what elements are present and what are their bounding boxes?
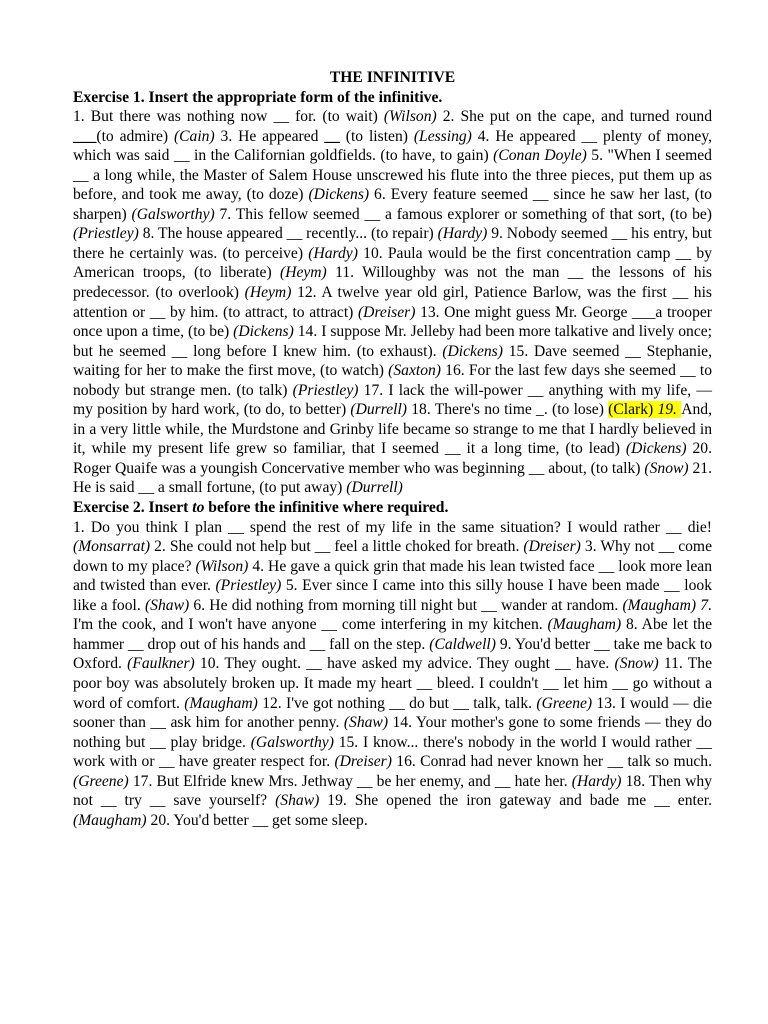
author-citation: (Priestley): [215, 577, 282, 595]
text-run: 1. But there was nothing now __ for. (to wait): [73, 108, 384, 126]
author-citation: (Shaw): [343, 714, 389, 732]
text-run: 17. But Elfride knew Mrs. Jethway __ be her enemy, and __ hate her.: [128, 772, 572, 790]
text-run: 12. I've got nothing __ do but __ talk, talk.: [257, 694, 537, 712]
author-citation: (Galsworthy): [250, 733, 334, 751]
page-title: THE INFINITIVE: [329, 69, 456, 86]
text-run: 15. I know... there's nobody in the world I would rather __ work with or __ have greater respect for.: [73, 733, 712, 771]
text-run: 14. Your mother's gone to some friends — they do nothing but __ play bridge.: [73, 714, 712, 751]
author-citation: (Cain): [173, 127, 215, 145]
text-run: 16. Conrad had never known her __ talk so much.: [391, 753, 712, 771]
text-run: 17. I lack the will-power __ anything with my life, — my position by hard work, (to do, to better): [73, 381, 712, 419]
author-citation: (Priestley): [292, 381, 359, 399]
text-run: 9. Nobody seemed __ his entry, but there he certainly was. (to perceive): [73, 225, 712, 262]
author-citation: (Shaw): [144, 596, 190, 614]
text-run: 4. He gave a quick grin that made his lean twisted face __ look more lean and twisted than ever.: [73, 557, 712, 595]
author-citation: (Priestley): [73, 225, 139, 243]
text-run: 13. One might guess Mr. George ___a trooper once upon a time, (to be): [73, 303, 712, 341]
text-run: 18. There's no time _. (to lose): [407, 401, 609, 419]
author-citation-highlighted: 19.: [653, 401, 682, 419]
exercise-1-heading: Exercise 1. Insert the appropriate form of the infinitive.: [73, 88, 443, 106]
author-citation: (Conan Doyle): [493, 147, 587, 165]
blank-bold: __: [324, 127, 340, 145]
author-citation: (Dreiser): [334, 753, 392, 771]
text-run: 8. Abe let the hammer __ drop out of his hands and __ fall on the step.: [73, 616, 712, 653]
text-run: 6. He did nothing from morning till night but __ wander at random.: [189, 596, 623, 614]
exercise-2-heading: [73, 498, 712, 518]
text-run: 18. Then why not __ try __ save yourself?: [73, 772, 712, 810]
author-citation: (Wilson): [383, 108, 437, 126]
author-citation: (Lessing): [413, 127, 472, 145]
text-run: 4. He appeared __ plenty of money, which was said __ in the Californian goldfields. (to have, to gain): [73, 127, 713, 165]
text-run: 5. "When I seemed __ a long while, the Master of Salem House unscrewed his flute into the three pieces, put them up as before, and took me away, (to doze): [73, 147, 712, 204]
author-citation: (Galsworthy): [131, 205, 215, 223]
text-run: 3. Why not __ come down to my place?: [73, 538, 712, 575]
author-citation: (Caldwell): [429, 635, 496, 653]
author-citation: (Dickens): [442, 342, 503, 360]
author-citation: (Dreiser): [357, 303, 416, 321]
author-citation: (Faulkner): [127, 655, 195, 673]
author-citation: (Wilson): [195, 557, 249, 575]
text-run: 16. For the last few days she seemed __ to nobody but strange men. (to talk): [73, 362, 712, 399]
blank-bold: ___: [73, 127, 97, 145]
document-page: [73, 68, 712, 830]
author-citation: (Hardy): [571, 772, 622, 790]
text-run: 6. Every feature seemed __ since he saw her last, (to sharpen): [73, 186, 712, 223]
text-run: (to admire): [96, 127, 174, 145]
author-citation: (Dickens): [233, 323, 294, 341]
text-run: 20. Roger Quaife was a youngish Concervative member who was beginning __ about, (to talk): [73, 440, 713, 477]
text-run: I'm the cook, and I won't have anyone __ come interfering in my kitchen.: [73, 616, 548, 634]
author-citation: (Dreiser): [523, 538, 581, 556]
text-run: 8. The house appeared __ recently... (to repair): [138, 225, 438, 243]
author-citation: (Maugham) 7.: [622, 596, 712, 614]
author-citation: (Maugham): [184, 694, 258, 712]
text-run: 1. Do you think I plan __ spend the rest of my life in the same situation? I would rather __ die!: [73, 518, 712, 536]
text-run: 10. They ought. __ have asked my advice. They ought __ have.: [194, 655, 615, 673]
exercise-2-text: [73, 518, 712, 831]
text-run: (to listen): [339, 127, 414, 145]
author-citation: (Maugham): [547, 616, 622, 634]
author-citation: (Snow): [614, 655, 659, 673]
text-run: 11. Willoughby was not the man __ the lessons of his predecessor. (to overlook): [73, 264, 712, 302]
author-citation: (Greene): [536, 694, 593, 712]
text-run: 21. He is said __ a small fortune, (to put away): [73, 459, 712, 497]
author-citation: (Durrell): [346, 479, 403, 497]
text-run: 13. I would — die sooner than __ ask him for another penny.: [73, 694, 712, 732]
text-run: 19. She opened the iron gateway and bade me __ enter.: [319, 792, 713, 810]
text-run: 5. Ever since I came into this silly house I have been made __ look like a fool.: [73, 577, 712, 614]
author-citation: (Hardy): [308, 244, 358, 262]
author-citation: (Dickens): [308, 186, 370, 204]
author-citation: (Shaw): [275, 792, 320, 810]
author-citation: (Dickens): [625, 440, 687, 458]
text-run: And, in a very little while, the Murdstone and Grinby life became so strange to me that I hardly believed in it, while my present life grew so familiar, that I seemed __ it a long time, (to lead): [73, 401, 712, 458]
text-run: 20. You'd better __ get some sleep.: [146, 811, 368, 829]
author-citation: (Monsarrat): [73, 538, 151, 556]
text-run: 15. Dave seemed __ Stephanie, waiting for her to make the first move, (to watch): [73, 342, 712, 380]
author-citation: (Heym): [280, 264, 327, 282]
author-citation: (Hardy): [437, 225, 488, 243]
author-citation: (Snow): [644, 459, 689, 477]
text-run: 12. A twelve year old girl, Patience Barlow, was the first __ his attention or __ by him. (to attract, to attract): [73, 284, 712, 321]
heading-emphasis: to: [192, 499, 205, 517]
text-run: 7. This fellow seemed __ a famous explorer or something of that sort, (to be): [214, 205, 712, 223]
text-run: 10. Paula would be the first concentration camp __ by American troops, (to liberate): [73, 244, 713, 282]
author-citation: (Maugham): [73, 811, 147, 829]
text-run: 2. She put on the cape, and turned round: [436, 108, 712, 126]
text-run: 3. He appeared: [214, 127, 325, 145]
exercise-1-text: [73, 107, 712, 498]
author-citation: (Greene): [73, 772, 129, 790]
author-citation: (Saxton): [388, 362, 441, 380]
heading-part: before the infinitive where required.: [204, 499, 449, 517]
heading-part: Exercise 2. Insert: [73, 499, 193, 517]
text-run: 14. I suppose Mr. Jelleby had been more talkative and lively once; but he seemed __ long before I knew him. (to exhaust).: [73, 323, 712, 360]
author-citation: (Heym): [244, 284, 292, 302]
text-run: 9. You'd better __ take me back to Oxford.: [73, 635, 712, 673]
text-run: 2. She could not help but __ feel a little choked for breath.: [150, 538, 524, 556]
highlighted-sentence: (Clark): [608, 401, 654, 419]
author-citation: (Durrell): [350, 401, 407, 419]
text-run: 11. The poor boy was absolutely broken up. It made my heart __ bleed. I couldn't __ let him __ go without a word of comfort.: [73, 655, 713, 712]
